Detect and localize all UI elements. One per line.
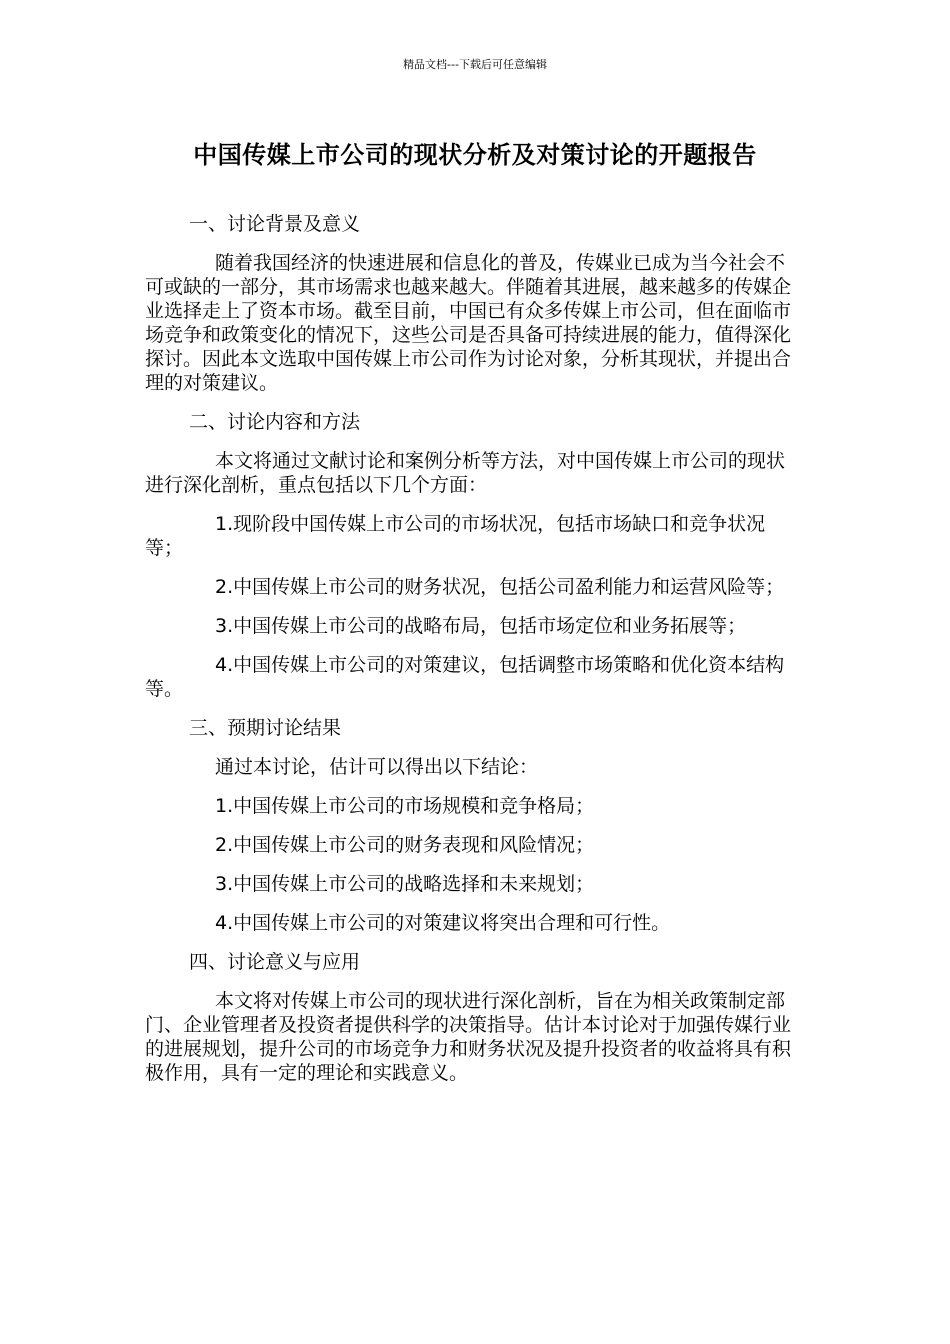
list-item: 3.中国传媒上市公司的战略布局，包括市场定位和业务拓展等； [215, 615, 747, 637]
paragraph: 本文将对传媒上市公司的现状进行深化剖析，旨在为相关政策制定部门、企业管理者及投资者提供科学的决策指导。估计本讨论对于加强传媒行业的进展规划，提升公司的市场竞争力和财务状况及提升投资者的收益将具有积极作用，具有一定的理论和实践意义。 [145, 990, 792, 1084]
list-item: 2.中国传媒上市公司的财务表现和风险情况； [215, 834, 595, 856]
section-heading: 一、讨论背景及意义 [189, 213, 361, 235]
paragraph: 通过本讨论，估计可以得出以下结论： [215, 756, 539, 778]
document-body [145, 212, 799, 1085]
list-item: 1.中国传媒上市公司的市场规模和竞争格局； [215, 795, 595, 817]
list-item: 4.中国传媒上市公司的对策建议，包括调整市场策略和优化资本结构等。 [145, 654, 785, 700]
paragraph: 本文将通过文献讨论和案例分析等方法，对中国传媒上市公司的现状进行深化剖析，重点包括以下几个方面： [145, 450, 786, 496]
section-heading: 三、预期讨论结果 [189, 717, 342, 739]
list-item: 1.现阶段中国传媒上市公司的市场状况，包括市场缺口和竞争状况等； [145, 513, 766, 559]
page-header: 精品文档---下载后可任意编辑 [403, 58, 547, 71]
list-item: 4.中国传媒上市公司的对策建议将突出合理和可行性。 [215, 912, 671, 934]
paragraph: 随着我国经济的快速进展和信息化的普及，传媒业已成为当今社会不可或缺的一部分，其市场需求也越来越大。伴随着其进展，越来越多的传媒企业选择走上了资本市场。截至目前，中国已有众多传媒上市公司，但在面临市场竞争和政策变化的情况下，这些公司是否具备可持续进展的能力，值得深化探讨。因此本文选取中国传媒上市公司作为讨论对象，分析其现状，并提出合理的对策建议。 [145, 252, 792, 394]
list-item: 3.中国传媒上市公司的战略选择和未来规划； [215, 873, 595, 895]
section-heading: 四、讨论意义与应用 [189, 951, 361, 973]
document-title: 中国传媒上市公司的现状分析及对策讨论的开题报告 [193, 141, 757, 169]
section-heading: 二、讨论内容和方法 [189, 411, 361, 433]
list-item: 2.中国传媒上市公司的财务状况，包括公司盈利能力和运营风险等； [215, 576, 785, 598]
